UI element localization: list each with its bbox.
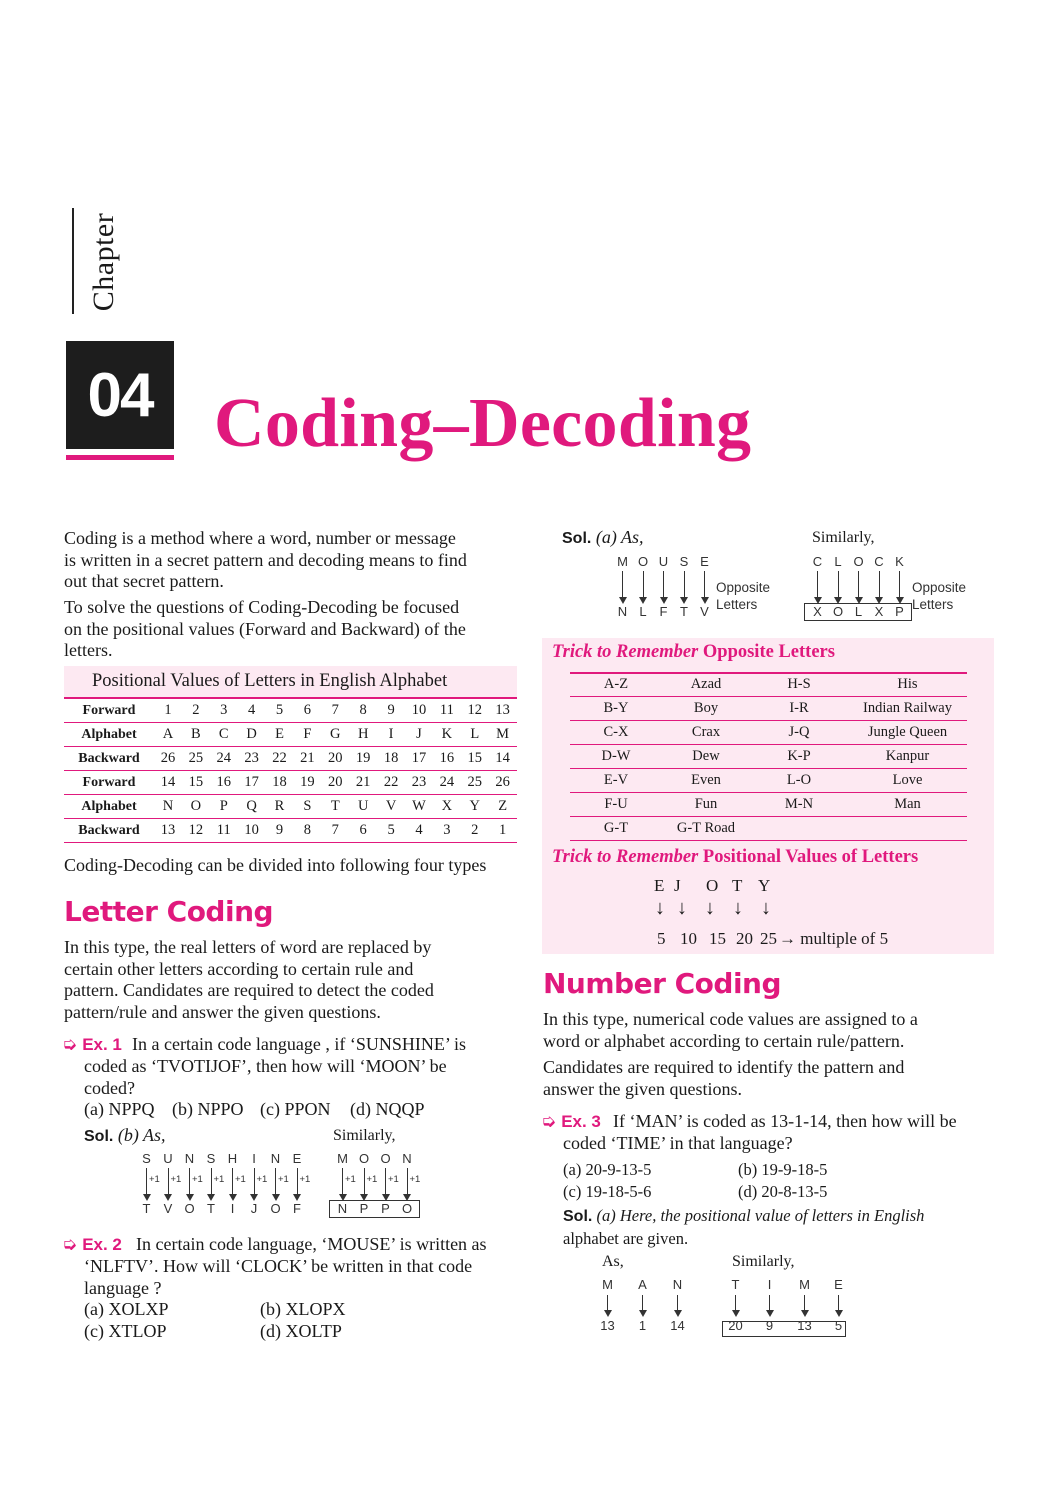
code-top-letter: S — [679, 554, 689, 569]
code-bottom-letter: O — [184, 1201, 195, 1216]
positional-cell: 15 — [467, 750, 482, 766]
code-top-letter: A — [638, 1277, 647, 1292]
number-coding-heading: Number Coding — [543, 967, 782, 1000]
positional-cell: 13 — [160, 822, 176, 838]
positional-cell: O — [190, 798, 202, 814]
code-bottom-number: 1 — [638, 1318, 647, 1333]
code-top-letter: M — [602, 1277, 613, 1292]
opposite-cell: M-N — [784, 796, 814, 812]
code-top-letter: N — [672, 1277, 683, 1292]
positional-row-label: Backward — [78, 822, 140, 838]
code-top-letter: H — [227, 1151, 238, 1166]
ex2-question-line-1: In certain code language, ‘MOUSE’ is written as — [136, 1234, 487, 1254]
ex1-question-rest: coded as ‘TVOTIJOF’, then how will ‘MOON’ be coded? — [84, 1056, 447, 1098]
ex3-option-c: (c) 19-18-5-6 — [563, 1182, 652, 1201]
ejoty-letter: J — [674, 876, 682, 895]
positional-cell: 1 — [499, 822, 507, 838]
code-top-letter: L — [834, 554, 842, 569]
positional-cell: 14 — [495, 750, 510, 766]
code-top-letter: N — [402, 1151, 412, 1166]
opposite-row — [570, 721, 967, 745]
code-step: +1 — [213, 1174, 225, 1185]
opposite-row — [570, 745, 967, 769]
down-arrow-icon: ↓ — [733, 897, 743, 919]
positional-row — [64, 723, 517, 747]
opposite-cell: His — [897, 676, 918, 692]
positional-cell: A — [162, 726, 174, 742]
ejoty-letter: Y — [758, 876, 772, 895]
positional-cell: 18 — [272, 774, 287, 790]
code-step: +1 — [192, 1174, 203, 1185]
positional-cell: 24 — [216, 750, 231, 766]
ex1-option-a: (a) NPPQ — [84, 1099, 155, 1119]
positional-cell: 9 — [387, 702, 395, 718]
code-arrow-head-icon — [680, 597, 688, 604]
positional-cell: N — [162, 798, 174, 814]
positional-cell: Z — [498, 798, 508, 814]
positional-cell: C — [218, 726, 229, 742]
code-arrow-head-icon — [801, 1310, 809, 1317]
positional-table-caption: Positional Values of Letters in English Alphabet — [64, 666, 517, 697]
ex3-as: As, — [602, 1253, 624, 1270]
opposite-cell: Dew — [692, 748, 720, 764]
chapter-title: Coding–Decoding — [214, 385, 752, 462]
positional-cell: L — [470, 726, 480, 742]
positional-cell: 6 — [303, 702, 312, 718]
ejoty-value: 5 — [657, 929, 666, 948]
code-bottom-number: 14 — [670, 1318, 685, 1333]
code-step: +1 — [388, 1174, 399, 1185]
ex3-question-line-1: If ‘MAN’ is coded as 13-1-14, then how will be — [613, 1111, 957, 1131]
code-bottom-number: 13 — [600, 1318, 615, 1333]
code-top-letter: I — [767, 1277, 772, 1292]
code-bottom-letter: T — [142, 1201, 151, 1216]
positional-cell: R — [274, 798, 285, 814]
positional-cell: Q — [246, 798, 257, 814]
code-top-letter: E — [700, 554, 709, 569]
code-top-letter: M — [337, 1151, 348, 1166]
code-bottom-number: 9 — [765, 1318, 774, 1333]
positional-cell: 18 — [383, 750, 399, 766]
code-arrow-head-icon — [272, 1194, 280, 1201]
ex2-label: Ex. 2 — [82, 1235, 122, 1254]
positional-cell: 24 — [439, 774, 455, 790]
opposite-cell: Indian Railway — [863, 700, 952, 716]
code-top-letter: E — [292, 1151, 302, 1166]
code-step: +1 — [278, 1174, 289, 1185]
code-top-letter: C — [874, 554, 884, 569]
positional-cell: 19 — [355, 750, 371, 766]
positional-cell: 20 — [328, 750, 343, 766]
code-bottom-letter: X — [813, 604, 822, 619]
code-top-letter: S — [142, 1151, 151, 1166]
positional-cell: 25 — [467, 774, 482, 790]
ex3-solution: Sol. (a) Here, the positional value of letters in English alphabet are given. — [563, 1206, 925, 1248]
positional-cell: 11 — [216, 822, 231, 838]
opposite-cell: Boy — [693, 700, 719, 716]
positional-cell: 8 — [303, 822, 312, 838]
code-bottom-letter: J — [250, 1201, 258, 1216]
trick-positional-title: Trick to Remember Positional Values of Letters — [552, 847, 919, 867]
positional-cell: 6 — [359, 822, 367, 838]
code-top-letter: O — [380, 1151, 391, 1166]
code-bottom-letter: F — [293, 1201, 301, 1216]
ex1-option-b: (b) NPPO — [172, 1099, 244, 1119]
positional-cell: 1 — [164, 702, 172, 718]
positional-cell: 3 — [443, 822, 451, 838]
number-coding-paragraph-1: In this type, numerical code values are assigned to a word or alphabet according to certain rule/pattern. — [543, 1009, 918, 1051]
ex2-note-1: Opposite Letters — [716, 580, 771, 612]
code-arrow-head-icon — [701, 597, 709, 604]
chapter-number: 04 — [66, 341, 174, 449]
positional-cell: 14 — [160, 774, 176, 790]
ejoty-suffix: → multiple of 5 — [779, 929, 889, 948]
code-arrow-head-icon — [604, 1310, 612, 1317]
code-bottom-letter: O — [832, 604, 844, 619]
code-bottom-letter: L — [854, 604, 863, 619]
positional-row-label: Alphabet — [81, 726, 137, 742]
positional-cell: 17 — [244, 774, 259, 790]
coded-answer-box — [329, 1200, 420, 1218]
positional-cell: 13 — [495, 702, 510, 718]
ex1-option-c: (c) PPON — [260, 1099, 331, 1119]
ex2-option-d: (d) XOLTP — [260, 1321, 342, 1341]
code-arrow-head-icon — [229, 1194, 237, 1201]
positional-cell: U — [357, 798, 369, 814]
ejoty-value: 20 — [736, 929, 753, 948]
positional-cell: 15 — [188, 774, 204, 790]
code-bottom-letter: V — [700, 604, 709, 619]
ex-arrow-icon: ➭ — [62, 1234, 78, 1255]
opposite-row — [570, 793, 967, 817]
ejoty-letter: E — [654, 876, 666, 895]
code-step: +1 — [235, 1174, 246, 1185]
positional-cell: 2 — [192, 702, 200, 718]
ejoty-letter: T — [732, 876, 744, 895]
opposite-cell: F-U — [604, 796, 628, 812]
opposite-row — [570, 673, 967, 697]
positional-row — [64, 699, 517, 723]
positional-cell: F — [303, 726, 312, 742]
ex-arrow-icon: ➭ — [541, 1111, 557, 1132]
opposite-cell: E-V — [603, 772, 629, 788]
code-bottom-number: 20 — [728, 1318, 743, 1333]
code-bottom-number: 13 — [797, 1318, 812, 1333]
ex3-similarly: Similarly, — [732, 1253, 795, 1270]
opposite-cell: H-S — [787, 676, 811, 692]
positional-row — [64, 771, 517, 795]
ex2-question-rest: ‘NLFTV’. How will ‘CLOCK’ be written in that code language ? — [84, 1256, 473, 1298]
code-step: +1 — [149, 1174, 160, 1185]
ex3-question-line-2: coded ‘TIME’ in that language? — [563, 1133, 793, 1153]
code-bottom-letter: I — [230, 1201, 235, 1216]
opposite-cell: K-P — [787, 748, 811, 764]
chapter-number-underline — [66, 455, 174, 460]
positional-cell: 21 — [300, 750, 315, 766]
code-step: +1 — [299, 1174, 311, 1185]
positional-row — [64, 795, 517, 819]
positional-cell: G — [330, 726, 341, 742]
code-arrow-head-icon — [250, 1194, 258, 1201]
opposite-cell: I-R — [789, 700, 809, 716]
positional-row-label: Backward — [78, 750, 140, 766]
opposite-cell: G-T Road — [676, 820, 736, 836]
positional-cell: 4 — [247, 702, 256, 718]
positional-cell: Y — [469, 798, 480, 814]
opposite-cell: Jungle Queen — [867, 724, 948, 740]
ex2-solution: Sol. (a) As, — [562, 527, 644, 547]
positional-cell: 25 — [188, 750, 204, 766]
positional-cell: T — [330, 798, 340, 814]
ex1-question-line-1: In a certain code language , if ‘SUNSHINE’ is — [132, 1034, 467, 1054]
positional-cell: K — [441, 726, 453, 742]
positional-cell: B — [191, 726, 201, 742]
coded-answer-box — [722, 1321, 846, 1337]
positional-row-label: Forward — [82, 774, 136, 790]
opposite-cell: J-Q — [788, 724, 810, 740]
opposite-cell: Azad — [690, 676, 722, 692]
code-bottom-letter: X — [874, 604, 884, 619]
code-arrow-head-icon — [186, 1194, 194, 1201]
code-top-letter: M — [799, 1277, 810, 1292]
code-step: +1 — [256, 1174, 268, 1185]
positional-cell: 12 — [188, 822, 204, 838]
code-arrow-head-icon — [766, 1310, 774, 1317]
positional-cell: X — [441, 798, 453, 814]
code-arrow-head-icon — [293, 1194, 301, 1201]
down-arrow-icon: ↓ — [677, 897, 687, 919]
positional-row — [64, 819, 517, 843]
positional-cell: 7 — [331, 702, 339, 718]
positional-cell: 5 — [275, 702, 284, 718]
positional-row — [64, 747, 517, 771]
opposite-cell: Crax — [691, 724, 721, 740]
code-bottom-letter: O — [270, 1201, 281, 1216]
opposite-cell: A-Z — [603, 676, 629, 692]
code-top-letter: E — [834, 1277, 843, 1292]
code-top-letter: O — [358, 1151, 370, 1166]
positional-cell: 16 — [216, 774, 231, 790]
positional-cell: I — [388, 726, 394, 742]
code-bottom-letter: P — [381, 1201, 390, 1216]
ex-arrow-icon: ➭ — [62, 1034, 78, 1055]
opposite-cell: Fun — [694, 796, 718, 812]
code-arrow-head-icon — [639, 597, 647, 604]
code-bottom-letter: L — [639, 604, 647, 619]
ex2-option-a: (a) XOLXP — [84, 1299, 169, 1319]
code-top-letter: O — [853, 554, 864, 569]
code-top-letter: O — [637, 554, 649, 569]
positional-cell: 22 — [383, 774, 399, 790]
positional-cell: 8 — [359, 702, 367, 718]
code-bottom-letter: O — [401, 1201, 413, 1216]
code-arrow-head-icon — [143, 1194, 151, 1201]
positional-row-label: Alphabet — [81, 798, 137, 814]
positional-cell: 19 — [300, 774, 315, 790]
opposite-cell: Kanpur — [885, 748, 930, 764]
code-bottom-letter: P — [359, 1201, 369, 1216]
ex3-label: Ex. 3 — [561, 1112, 601, 1131]
ex2-note-2: Opposite Letters — [912, 580, 967, 612]
code-top-letter: N — [184, 1151, 195, 1166]
positional-cell: 16 — [439, 750, 455, 766]
positional-cell: M — [496, 726, 510, 742]
code-top-letter: U — [163, 1151, 173, 1166]
code-arrow-head-icon — [674, 1310, 682, 1317]
types-line: Coding-Decoding can be divided into following four types — [64, 855, 487, 875]
code-arrow-head-icon — [639, 1310, 647, 1317]
positional-cell: 26 — [160, 750, 176, 766]
ex1-similarly: Similarly, — [333, 1127, 396, 1144]
positional-cell: P — [219, 798, 228, 814]
positional-cell: V — [385, 798, 397, 814]
code-bottom-number: 5 — [834, 1318, 843, 1333]
opposite-row — [570, 817, 967, 841]
positional-cell: S — [303, 798, 312, 814]
opposite-cell: Even — [691, 772, 721, 788]
code-arrow-head-icon — [732, 1310, 740, 1317]
positional-cell: 26 — [495, 774, 510, 790]
positional-cell: 22 — [272, 750, 287, 766]
letter-coding-heading: Letter Coding — [64, 895, 274, 928]
code-top-letter: I — [252, 1151, 256, 1166]
number-coding-paragraph-2: Candidates are required to identify the pattern and answer the given questions. — [543, 1057, 905, 1099]
code-top-letter: U — [658, 554, 669, 569]
ejoty-value: 15 — [709, 929, 726, 948]
code-step: +1 — [409, 1174, 421, 1185]
ex3-marker — [541, 1111, 601, 1132]
ex3-option-d: (d) 20-8-13-5 — [738, 1182, 828, 1201]
code-arrow-head-icon — [207, 1194, 215, 1201]
opposite-row — [570, 697, 967, 721]
ex1-option-d: (d) NQQP — [350, 1099, 425, 1119]
code-arrow-head-icon — [835, 1310, 843, 1317]
ejoty-value: 10 — [680, 929, 697, 948]
intro-paragraph-1: Coding is a method where a word, number or message is written in a secret pattern and decoding means to find out that secret pattern. — [64, 528, 467, 591]
down-arrow-icon: ↓ — [705, 897, 715, 919]
chapter-rule — [72, 208, 74, 314]
positional-cell: W — [412, 798, 426, 814]
ex2-option-b: (b) XLOPX — [260, 1299, 346, 1319]
positional-cell: 10 — [244, 822, 259, 838]
code-top-letter: N — [270, 1151, 281, 1166]
positional-cell: H — [357, 726, 369, 742]
positional-cell: 10 — [411, 702, 427, 718]
code-step: +1 — [170, 1174, 182, 1185]
code-bottom-letter: P — [895, 604, 904, 619]
code-step: +1 — [345, 1174, 356, 1185]
down-arrow-icon: ↓ — [655, 897, 665, 919]
positional-cell: 7 — [331, 822, 339, 838]
opposite-cell: C-X — [603, 724, 629, 740]
positional-cell: 11 — [439, 702, 454, 718]
positional-cell: 9 — [275, 822, 284, 838]
ex1-label: Ex. 1 — [82, 1035, 122, 1054]
positional-row-label: Forward — [82, 702, 136, 718]
positional-cell: 3 — [220, 702, 228, 718]
opposite-cell: B-Y — [603, 700, 629, 716]
positional-cell: J — [416, 726, 422, 742]
opposite-cell: Love — [892, 772, 923, 788]
trick-opposite-title: Trick to Remember Opposite Letters — [552, 642, 835, 662]
positional-cell: D — [246, 726, 257, 742]
opposite-cell: Man — [894, 796, 921, 812]
letter-coding-body: In this type, the real letters of word are replaced by certain other letters according to certain rule and pattern. Candidates are required to detect the coded pattern/rule and answer the given questions. — [64, 937, 434, 1022]
code-bottom-letter: N — [617, 604, 628, 619]
ex3-option-b: (b) 19-9-18-5 — [738, 1160, 828, 1179]
positional-cell: E — [275, 726, 284, 742]
code-arrow-head-icon — [164, 1194, 172, 1201]
ejoty-value: 25 — [760, 929, 777, 948]
positional-cell: 12 — [467, 702, 482, 718]
positional-cell: 4 — [415, 822, 423, 838]
positional-cell: 21 — [355, 774, 371, 790]
code-top-letter: K — [895, 554, 904, 569]
opposite-row — [570, 769, 967, 793]
ex2-similarly: Similarly, — [812, 529, 875, 546]
code-top-letter: C — [812, 554, 823, 569]
code-bottom-letter: N — [337, 1201, 348, 1216]
code-bottom-letter: T — [680, 604, 688, 619]
ex1-solution: Sol. (b) As, — [84, 1125, 166, 1145]
ex2-option-c: (c) XTLOP — [84, 1321, 167, 1341]
code-bottom-letter: F — [659, 604, 668, 619]
positional-cell: 23 — [411, 774, 427, 790]
down-arrow-icon: ↓ — [761, 897, 771, 919]
code-arrow-head-icon — [619, 597, 627, 604]
ex3-option-a: (a) 20-9-13-5 — [563, 1160, 652, 1179]
code-top-letter: M — [617, 554, 628, 569]
code-top-letter: S — [206, 1151, 216, 1166]
opposite-cell: D-W — [601, 748, 631, 764]
positional-cell: 20 — [328, 774, 343, 790]
positional-cell: 5 — [387, 822, 395, 838]
code-bottom-letter: T — [207, 1201, 215, 1216]
coded-answer-box — [804, 603, 912, 621]
ejoty-letter: O — [706, 876, 720, 895]
ex1-marker — [62, 1034, 122, 1055]
opposite-cell: G-T — [603, 820, 629, 836]
positional-cell: 17 — [411, 750, 427, 766]
ex2-marker — [62, 1234, 122, 1255]
intro-paragraph-2: To solve the questions of Coding-Decoding be focused on the positional values (Forward and Backward) of the letters. — [64, 597, 466, 660]
code-bottom-letter: V — [163, 1201, 173, 1216]
positional-cell: 2 — [471, 822, 479, 838]
opposite-cell: L-O — [786, 772, 812, 788]
code-arrow-head-icon — [660, 597, 668, 604]
positional-cell: 23 — [244, 750, 259, 766]
code-top-letter: T — [731, 1277, 740, 1292]
chapter-label: Chapter — [87, 212, 120, 312]
code-step: +1 — [366, 1174, 378, 1185]
